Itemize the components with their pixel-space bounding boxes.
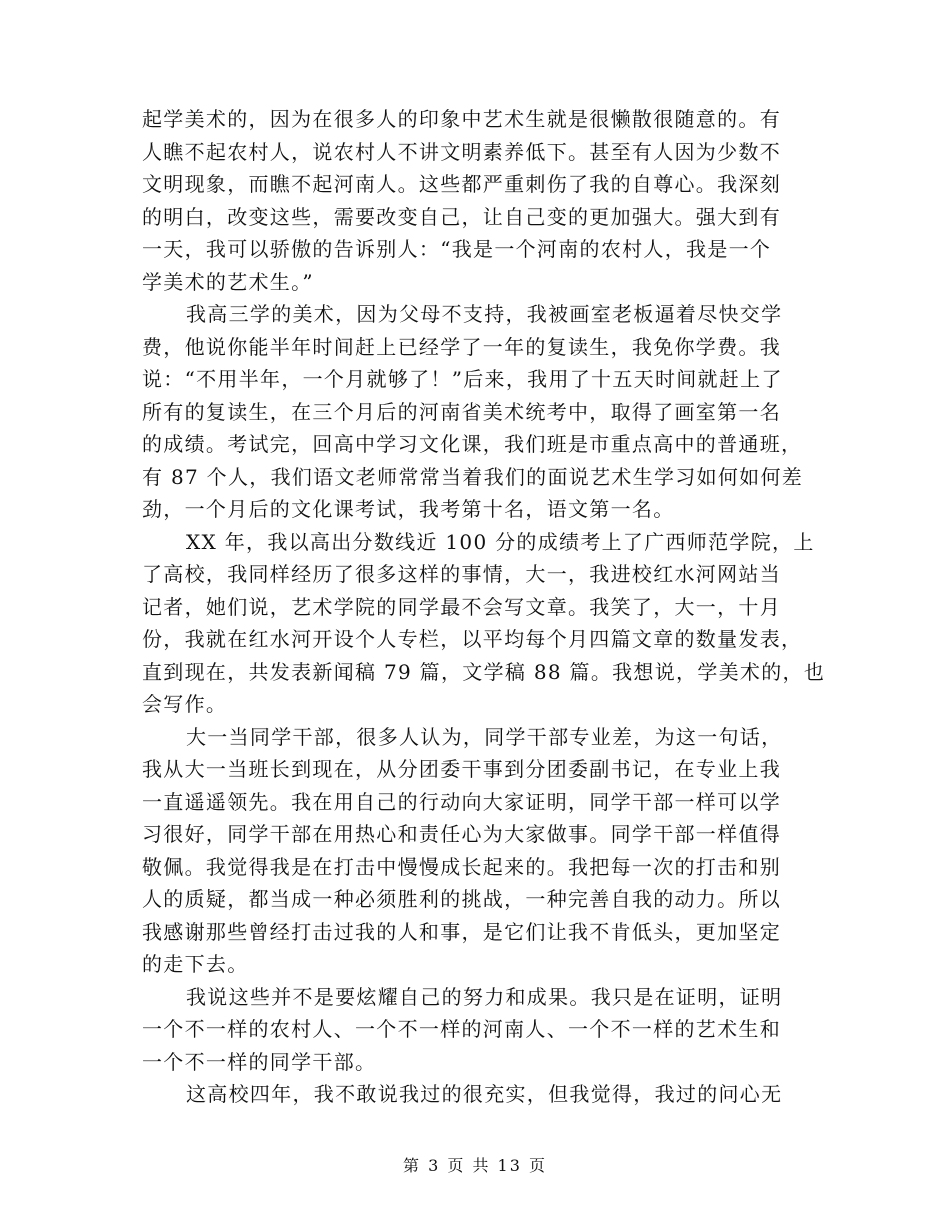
text-line: 我说这些并不是要炫耀自己的努力和成果。我只是在证明，证明 xyxy=(186,984,783,1009)
text-line: 份，我就在红水河开设个人专栏，以平均每个月四篇文章的数量发表， xyxy=(142,627,803,651)
document-body xyxy=(142,103,826,1111)
text-line: 大一当同学干部，很多人认为，同学干部专业差，为这一句话， xyxy=(186,724,783,749)
text-line: 文明现象，而瞧不起河南人。这些都严重刺伤了我的自尊心。我深刻 xyxy=(142,172,781,196)
text-line: 敬佩。我觉得我是在打击中慢慢成长起来的。我把每一次的打击和别 xyxy=(142,854,781,879)
text-line: 的成绩。考试完，回高中学习文化课，我们班是市重点高中的普通班， xyxy=(142,432,803,456)
text-line: 一个不一样的同学干部。 xyxy=(142,1049,377,1074)
text-line: 这高校四年，我不敢说我过的很充实，但我觉得，我过的问心无 xyxy=(186,1082,783,1106)
text-line: 有 87 个人，我们语文老师常常当着我们的面说艺术生学习如何如何差 xyxy=(142,464,804,489)
text-line: 所有的复读生，在三个月后的河南省美术统考中，取得了画室第一名 xyxy=(142,399,781,424)
text-line: 人的质疑，都当成一种必须胜利的挑战，一种完善自我的动力。所以 xyxy=(142,887,781,911)
text-line: 会写作。 xyxy=(142,692,228,716)
text-line: 起学美术的，因为在很多人的印象中艺术生就是很懒散很随意的。有 xyxy=(142,107,781,131)
text-line: 的明白，改变这些，需要改变自己，让自己变的更加强大。强大到有 xyxy=(142,204,781,229)
text-line: 了高校，我同样经历了很多这样的事情，大一，我进校红水河网站当 xyxy=(142,562,781,586)
text-line: 直到现在，共发表新闻稿 79 篇，文学稿 88 篇。我想说，学美术的，也 xyxy=(142,659,826,684)
text-line: 劲，一个月后的文化课考试，我考第十名，语文第一名。 xyxy=(142,497,675,521)
text-line: 一天，我可以骄傲的告诉别人：“我是一个河南的农村人，我是一个 xyxy=(142,237,772,261)
text-line: 的走下去。 xyxy=(142,952,249,976)
text-line: 说：“不用半年，一个月就够了！”后来，我用了十五天时间就赶上了 xyxy=(142,367,783,391)
text-line: 人瞧不起农村人，说农村人不讲文明素养低下。甚至有人因为少数不 xyxy=(142,139,781,164)
text-line: XX 年，我以高出分数线近 100 分的成绩考上了广西师范学院，上 xyxy=(186,529,815,554)
text-line: 我高三学的美术，因为父母不支持，我被画室老板逼着尽快交学 xyxy=(186,302,783,326)
text-line: 记者，她们说，艺术学院的同学最不会写文章。我笑了，大一，十月 xyxy=(142,594,781,619)
text-line: 一直遥遥领先。我在用自己的行动向大家证明，同学干部一样可以学 xyxy=(142,789,781,814)
text-line: 习很好，同学干部在用热心和责任心为大家做事。同学干部一样值得 xyxy=(142,822,781,846)
text-line: 费，他说你能半年时间赶上已经学了一年的复读生，我免你学费。我 xyxy=(142,334,781,359)
text-line: 学美术的艺术生。” xyxy=(142,269,314,294)
text-line: 我从大一当班长到现在，从分团委干事到分团委副书记，在专业上我 xyxy=(142,757,781,781)
text-line: 一个不一样的农村人、一个不一样的河南人、一个不一样的艺术生和 xyxy=(142,1017,781,1041)
page-footer: 第 3 页 共 13 页 xyxy=(403,1156,547,1175)
text-line: 我感谢那些曾经打击过我的人和事，是它们让我不肯低头，更加坚定 xyxy=(142,919,781,944)
